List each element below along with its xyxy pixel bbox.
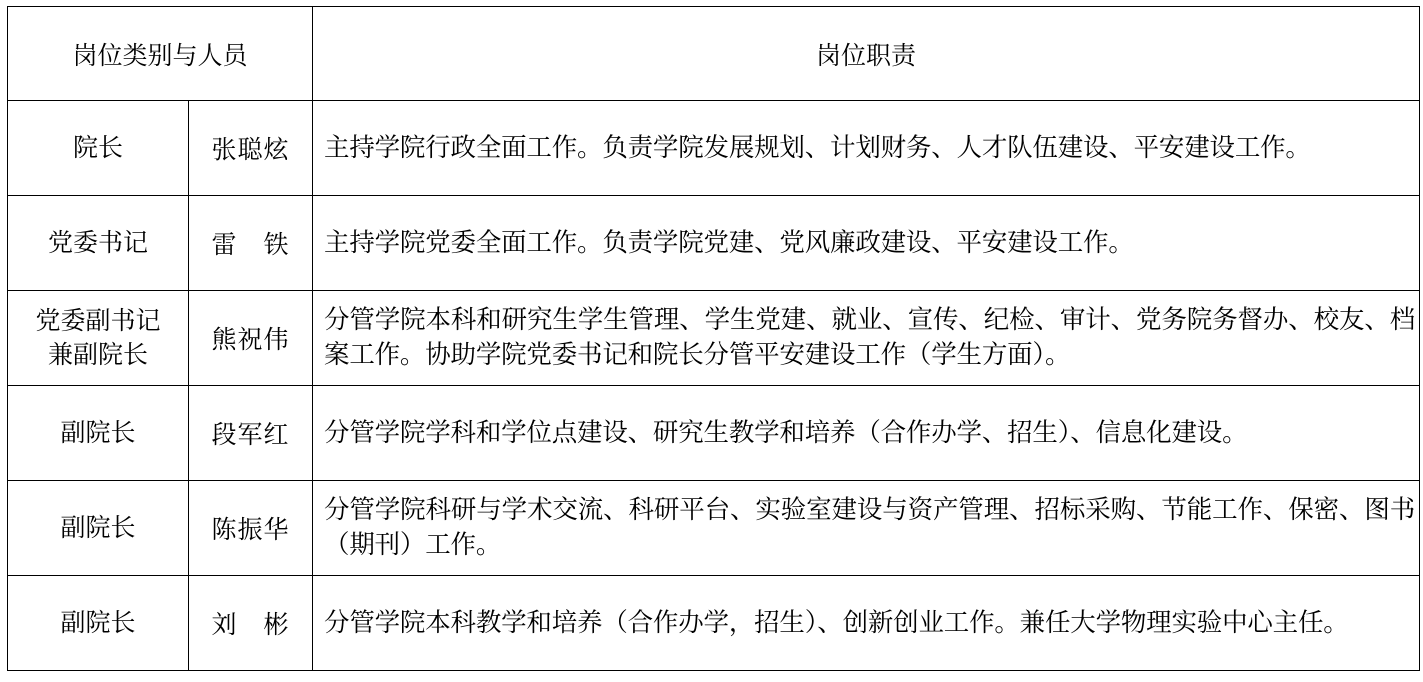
table-row — [8, 576, 1420, 671]
category-cell: 副院长 — [8, 576, 189, 671]
duty-cell: 分管学院本科教学和培养（合作办学，招生）、创新创业工作。兼任大学物理实验中心主任。 — [313, 576, 1420, 671]
table-row — [8, 196, 1420, 291]
person-cell: 张聪炫 — [189, 101, 313, 196]
category-cell: 副院长 — [8, 481, 189, 576]
duty-cell: 主持学院党委全面工作。负责学院党建、党风廉政建设、平安建设工作。 — [313, 196, 1420, 291]
header-row — [8, 7, 1420, 101]
category-cell: 党委书记 — [8, 196, 189, 291]
table-row — [8, 481, 1420, 576]
person-cell: 刘 彬 — [189, 576, 313, 671]
category-cell — [8, 291, 189, 386]
duty-cell: 分管学院学科和学位点建设、研究生教学和培养（合作办学、招生）、信息化建设。 — [313, 386, 1420, 481]
category-line: 党委副书记 — [35, 306, 161, 335]
duty-cell: 主持学院行政全面工作。负责学院发展规划、计划财务、人才队伍建设、平安建设工作。 — [313, 101, 1420, 196]
person-cell: 熊祝伟 — [189, 291, 313, 386]
category-line: 兼副院长 — [47, 340, 148, 369]
person-cell: 雷 铁 — [189, 196, 313, 291]
header-category: 岗位类别与人员 — [8, 7, 313, 101]
duty-cell: 分管学院科研与学术交流、科研平台、实验室建设与资产管理、招标采购、节能工作、保密、图书（期刊）工作。 — [313, 481, 1420, 576]
person-cell: 段军红 — [189, 386, 313, 481]
person-cell: 陈振华 — [189, 481, 313, 576]
header-duty: 岗位职责 — [313, 7, 1420, 101]
category-cell: 院长 — [8, 101, 189, 196]
category-cell: 副院长 — [8, 386, 189, 481]
table-row — [8, 101, 1420, 196]
duty-cell: 分管学院本科和研究生学生管理、学生党建、就业、宣传、纪检、审计、党务院务督办、校友、档案工作。协助学院党委书记和院长分管平安建设工作（学生方面）。 — [313, 291, 1420, 386]
table-row — [8, 291, 1420, 386]
duty-table — [7, 6, 1420, 671]
table-row — [8, 386, 1420, 481]
